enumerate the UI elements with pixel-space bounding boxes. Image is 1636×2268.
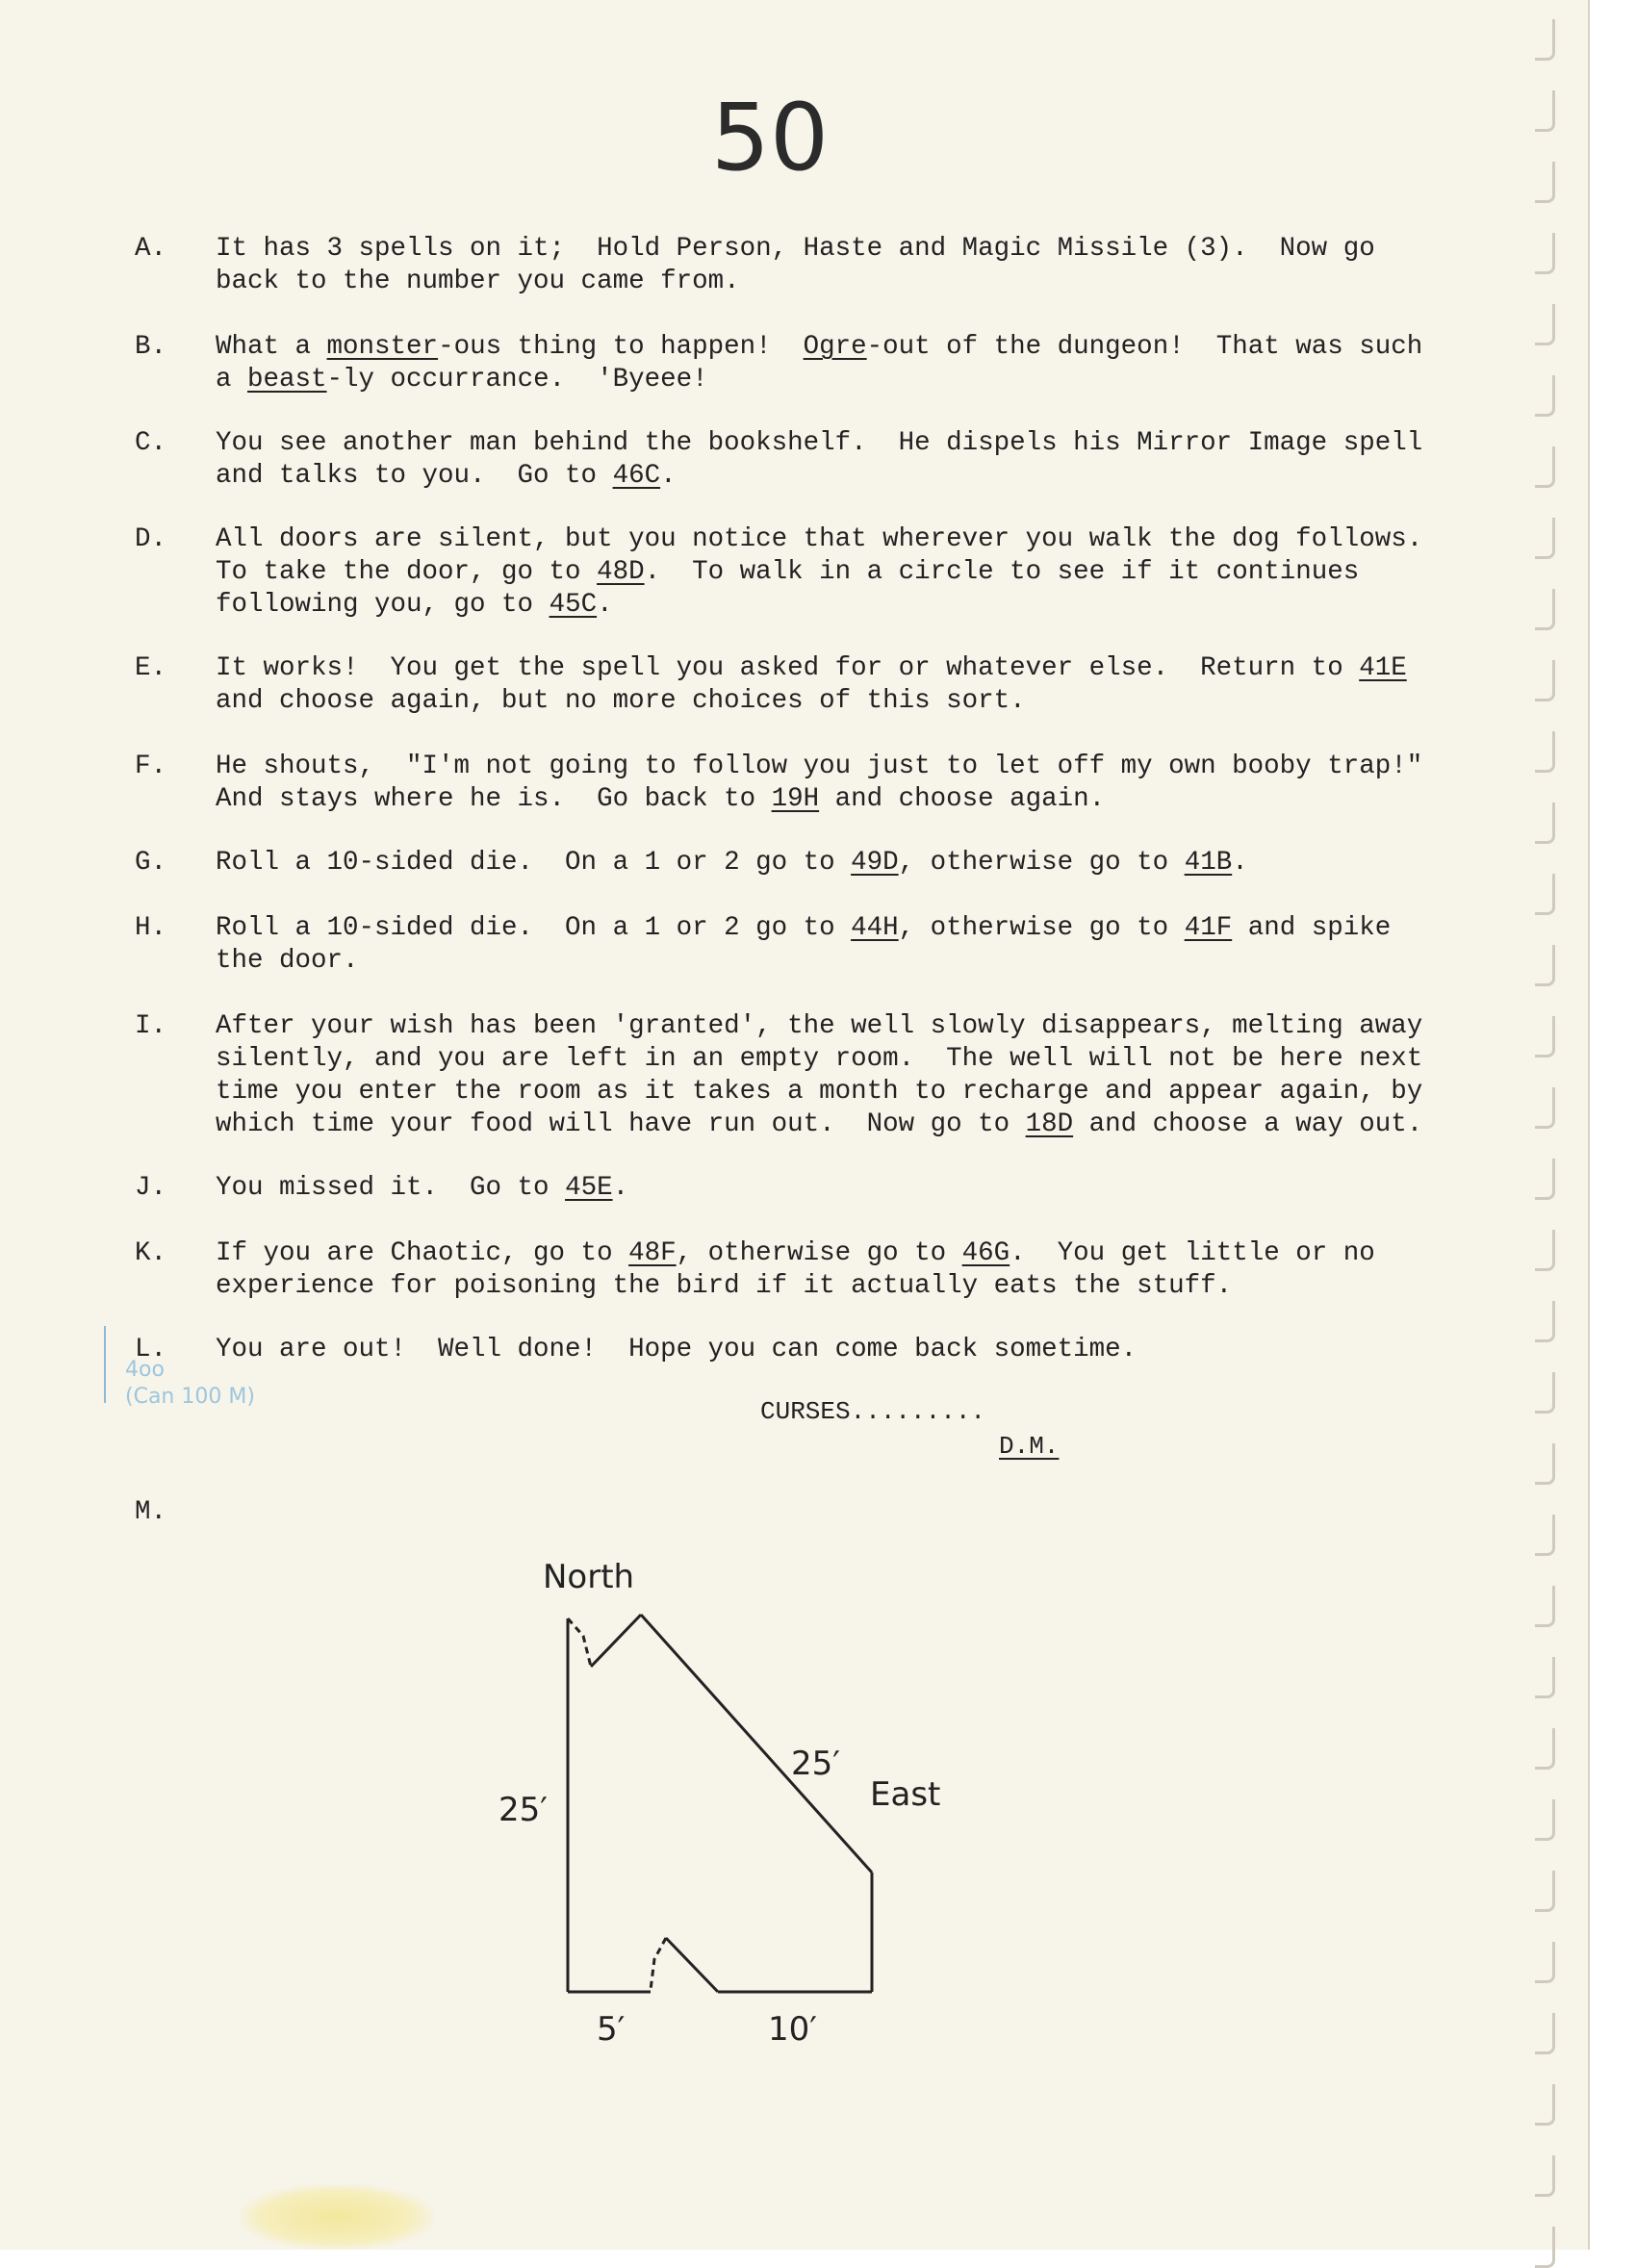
- text-segment: silently, and you are left in an empty room. The well will not be here next: [216, 1044, 1423, 1074]
- binding-ring: [1535, 304, 1555, 345]
- entry-line: [216, 1172, 628, 1205]
- entry-text: [216, 233, 1375, 298]
- binding-ring: [1535, 1728, 1555, 1770]
- entry-line: [216, 1076, 1422, 1109]
- binding-ring: [1535, 589, 1555, 630]
- entry-line: [216, 1270, 1375, 1303]
- entry-label: C.: [135, 428, 167, 458]
- text-segment: and spike: [1232, 913, 1392, 943]
- cross-reference: 45C: [549, 590, 598, 620]
- entry-label: J.: [135, 1173, 167, 1203]
- binding-ring: [1535, 1942, 1555, 1983]
- entry-line: [216, 1334, 1137, 1366]
- cross-reference: 41F: [1184, 913, 1233, 943]
- paper-stain: [241, 2184, 433, 2250]
- entry-line: [216, 331, 1422, 364]
- cross-reference: 19H: [771, 784, 820, 814]
- entry-label: H.: [135, 913, 167, 943]
- text-segment: -ous thing to happen!: [438, 332, 804, 362]
- binding-ring: [1535, 1159, 1555, 1200]
- entry-line: [216, 783, 1422, 816]
- text-segment: To take the door, go to: [216, 557, 598, 587]
- curses-signoff: CURSES.........: [760, 1397, 986, 1426]
- text-segment: following you, go to: [216, 590, 550, 620]
- binding-ring: [1535, 660, 1555, 701]
- binding-ring: [1535, 1087, 1555, 1129]
- entry-label: B.: [135, 332, 167, 362]
- text-segment: and choose a way out.: [1073, 1109, 1423, 1139]
- text-segment: , otherwise go to: [676, 1238, 962, 1268]
- entry-label: I.: [135, 1011, 167, 1041]
- text-segment: , otherwise go to: [898, 848, 1185, 878]
- binding-ring: [1535, 19, 1555, 61]
- text-segment: If you are Chaotic, go to: [216, 1238, 629, 1268]
- binding-ring: [1535, 2013, 1555, 2054]
- entry-line: [216, 589, 1422, 622]
- text-segment: and choose again, but no more choices of this sort.: [216, 686, 1026, 716]
- binding-ring: [1535, 162, 1555, 203]
- cross-reference: monster: [326, 332, 439, 362]
- entry-text: [216, 1172, 628, 1205]
- cross-reference: 46G: [961, 1238, 1010, 1268]
- cross-reference: 41B: [1184, 848, 1233, 878]
- entry-text: [216, 652, 1407, 718]
- binding-ring: [1535, 2155, 1555, 2197]
- dm-signature: D.M.: [999, 1432, 1060, 1461]
- entry-text: [216, 427, 1422, 493]
- spiral-binding: [1535, 0, 1583, 2250]
- entry-line: [216, 652, 1407, 685]
- binding-ring: [1535, 731, 1555, 773]
- text-segment: .: [660, 461, 677, 491]
- text-segment: and talks to you. Go to: [216, 461, 613, 491]
- text-segment: It has 3 spells on it; Hold Person, Haste and Magic Missile (3). Now go: [216, 234, 1375, 264]
- binding-ring: [1535, 1230, 1555, 1271]
- text-segment: It works! You get the spell you asked for or whatever else. Return to: [216, 653, 1360, 683]
- map-diagonal-wall: [641, 1615, 872, 1873]
- entry-line: [216, 364, 1422, 396]
- cross-reference: 44H: [851, 913, 899, 943]
- text-segment: experience for poisoning the bird if it actually eats the stuff.: [216, 1271, 1233, 1301]
- map-north-secret-door: [568, 1618, 591, 1667]
- binding-ring: [1535, 1799, 1555, 1841]
- entry-text: [216, 523, 1422, 622]
- text-segment: You are out! Well done! Hope you can come back sometime.: [216, 1335, 1138, 1364]
- entry-label: D.: [135, 524, 167, 554]
- cross-reference: 41E: [1359, 653, 1407, 683]
- entry-label: A.: [135, 234, 167, 264]
- text-segment: -out of the dungeon! That was such: [866, 332, 1423, 362]
- entry-line: [216, 523, 1422, 556]
- entry-line: [216, 685, 1407, 718]
- text-segment: He shouts, "I'm not going to follow you just to let off my own booby trap!": [216, 752, 1423, 781]
- entry-label: G.: [135, 848, 167, 878]
- binding-ring: [1535, 2227, 1555, 2268]
- cross-reference: 46C: [612, 461, 661, 491]
- map-north-label: North: [543, 1558, 635, 1596]
- text-segment: And stays where he is. Go back to: [216, 784, 772, 814]
- entry-line: [216, 460, 1422, 493]
- entry-label: K.: [135, 1238, 167, 1268]
- text-segment: the door.: [216, 946, 359, 976]
- binding-ring: [1535, 1443, 1555, 1485]
- text-segment: You missed it. Go to: [216, 1173, 566, 1203]
- cross-reference: 49D: [851, 848, 899, 878]
- entry-line: [216, 847, 1248, 879]
- text-segment: All doors are silent, but you notice that wherever you walk the dog follows.: [216, 524, 1423, 554]
- binding-ring: [1535, 446, 1555, 488]
- entry-text: [216, 1010, 1422, 1141]
- entry-label: F.: [135, 752, 167, 781]
- entry-line: [216, 427, 1422, 460]
- text-segment: a: [216, 365, 248, 395]
- margin-mark: [104, 1326, 106, 1403]
- entry-label-m: M.: [135, 1497, 167, 1527]
- entry-line: [216, 945, 1391, 978]
- binding-ring: [1535, 375, 1555, 417]
- entry-label: L.: [135, 1335, 167, 1364]
- binding-ring: [1535, 1301, 1555, 1342]
- binding-ring: [1535, 1372, 1555, 1414]
- entry-line: [216, 1237, 1375, 1270]
- entry-line: [216, 912, 1391, 945]
- entry-line: [216, 1010, 1422, 1043]
- text-segment: .: [612, 1173, 629, 1203]
- binding-ring: [1535, 874, 1555, 915]
- entry-text: [216, 847, 1248, 879]
- text-segment: . To walk in a circle to see if it continues: [644, 557, 1360, 587]
- text-segment: Roll a 10-sided die. On a 1 or 2 go to: [216, 848, 852, 878]
- text-segment: You see another man behind the bookshelf. He dispels his Mirror Image spell: [216, 428, 1423, 458]
- binding-ring: [1535, 1871, 1555, 1912]
- entry-line: [216, 1043, 1422, 1076]
- map-south-right-length: 10′: [768, 2010, 817, 2049]
- text-segment: time you enter the room as it takes a month to recharge and appear again, by: [216, 1077, 1423, 1107]
- map-south-left-length: 5′: [597, 2010, 626, 2049]
- text-segment: What a: [216, 332, 327, 362]
- text-segment: which time your food will have run out. Now go to: [216, 1109, 1026, 1139]
- binding-ring: [1535, 1657, 1555, 1698]
- cross-reference: 45E: [565, 1173, 613, 1203]
- binding-ring: [1535, 803, 1555, 844]
- text-segment: Roll a 10-sided die. On a 1 or 2 go to: [216, 913, 852, 943]
- entry-text: [216, 1334, 1137, 1366]
- map-west-wall-length: 25′: [498, 1791, 548, 1829]
- entry-line: [216, 266, 1375, 298]
- entry-line: [216, 233, 1375, 266]
- binding-ring: [1535, 945, 1555, 986]
- entry-label: E.: [135, 653, 167, 683]
- binding-ring: [1535, 1586, 1555, 1627]
- cross-reference: beast: [247, 365, 327, 395]
- margin-note-line-2: (Can 100 M): [125, 1385, 255, 1409]
- text-segment: . You get little or no: [1010, 1238, 1375, 1268]
- map-south-secret-door: [651, 1938, 666, 1990]
- binding-ring: [1535, 90, 1555, 132]
- text-segment: back to the number you came from.: [216, 267, 740, 296]
- entry-text: [216, 331, 1422, 396]
- binding-ring: [1535, 1515, 1555, 1556]
- map-south-notch: [666, 1938, 718, 1992]
- margin-note-line-1: 4oo: [125, 1358, 165, 1382]
- binding-ring: [1535, 518, 1555, 559]
- page-number: 50: [710, 84, 830, 191]
- text-segment: .: [597, 590, 613, 620]
- cross-reference: 48F: [628, 1238, 677, 1268]
- entry-text: [216, 912, 1391, 978]
- binding-ring: [1535, 233, 1555, 274]
- entry-line: [216, 751, 1422, 783]
- cross-reference: 48D: [597, 557, 645, 587]
- text-segment: After your wish has been 'granted', the well slowly disappears, melting away: [216, 1011, 1423, 1041]
- text-segment: .: [1232, 848, 1248, 878]
- room-map: [481, 1530, 1059, 2069]
- text-segment: -ly occurrance. 'Byeee!: [326, 365, 708, 395]
- map-diagonal-wall-length: 25′: [791, 1745, 840, 1783]
- map-east-label: East: [870, 1775, 941, 1814]
- entry-text: [216, 1237, 1375, 1303]
- binding-ring: [1535, 1016, 1555, 1058]
- text-segment: and choose again.: [819, 784, 1106, 814]
- binding-ring: [1535, 2084, 1555, 2126]
- cross-reference: 18D: [1025, 1109, 1074, 1139]
- entry-line: [216, 1109, 1422, 1141]
- entry-text: [216, 751, 1422, 816]
- text-segment: , otherwise go to: [898, 913, 1185, 943]
- entry-line: [216, 556, 1422, 589]
- cross-reference: Ogre: [803, 332, 867, 362]
- margin-note: [125, 1357, 255, 1411]
- map-north-notch: [591, 1615, 641, 1667]
